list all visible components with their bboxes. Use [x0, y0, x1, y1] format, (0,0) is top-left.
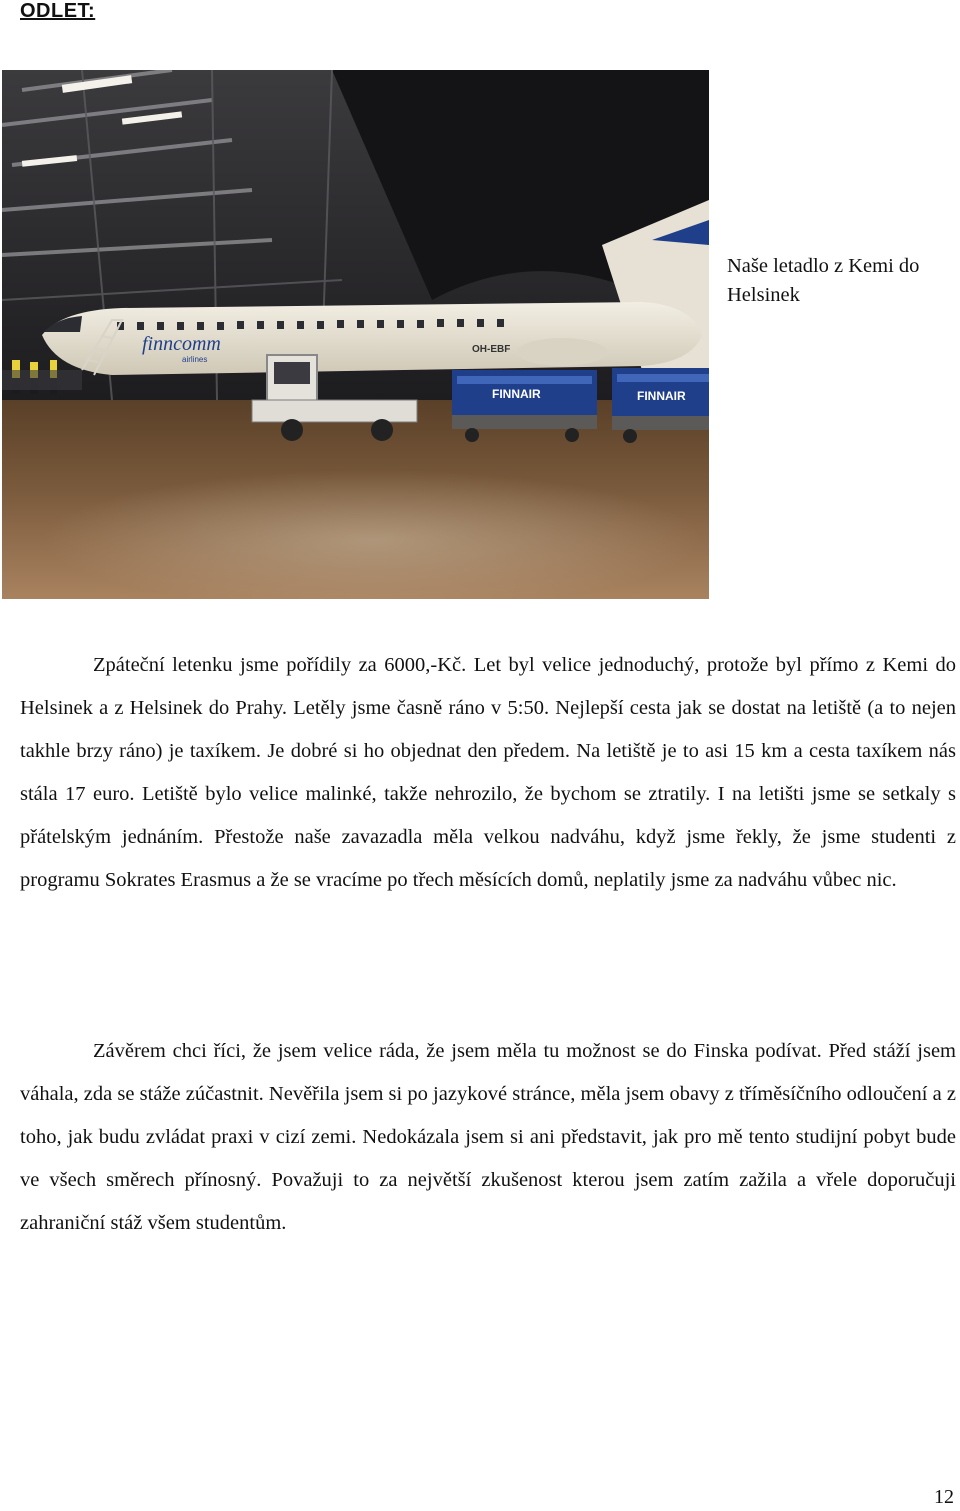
section-heading: ODLET: — [20, 0, 96, 22]
airplane-photo-drawing — [2, 70, 709, 599]
airplane-photo — [2, 70, 709, 599]
cart-logo-1: FINNAIR — [492, 387, 541, 401]
cart-logo-2: FINNAIR — [637, 389, 686, 403]
fuselage-logo-sub: airlines — [182, 355, 208, 364]
paragraph-conclusion: Závěrem chci říci, že jsem velice ráda, že jsem měla tu možnost se do Finska podívat. Před stáží jsem váhala, zda se stáže zúčastnit. Nevěřila jsem si po jazykové stránce, měla jsem obavy z tříměsíčního odloučení a z toho, jak budu zvládat praxi v cizí zemi. Nedokázala jsem si ani představit, jak pro mě tento studijní pobyt bude ve všech směrech přínosný. Považuji to za největší zkušenost kterou jsem zatím zažila a vřele doporučuji zahraniční stáž všem studentům. — [20, 1040, 956, 1234]
paragraph-return-ticket: Zpáteční letenku jsme pořídily za 6000,-Kč. Let byl velice jednoduchý, protože byl přímo z Kemi do Helsinek a z Helsinek do Prahy. Letěly jsme časně ráno v 5:50. Nejlepší cesta jak se dostat na letiště (a to nejen takhle brzy ráno) je taxíkem. Je dobré si ho objednat den předem. Na letiště je to asi 15 km a cesta taxíkem nás stála 17 euro. Letiště bylo velice malinké, takže nehrozilo, že bychom se ztratily. I na letišti jsme se setkaly s přátelským jednáním. Přestože naše zavazadla měla velkou nadváhu, když jsme řekly, že jsme studenti z programu Sokrates Erasmus a že se vracíme po třech měsících domů, neplatily jsme za nadváhu vůbec nic. — [20, 654, 956, 891]
page-number: 12 — [934, 1486, 954, 1508]
fuselage-logo-text: finncomm — [142, 333, 221, 355]
registration-text: OH-EBF — [472, 344, 511, 355]
photo-caption: Naše letadlo z Kemi do Helsinek — [727, 255, 920, 306]
